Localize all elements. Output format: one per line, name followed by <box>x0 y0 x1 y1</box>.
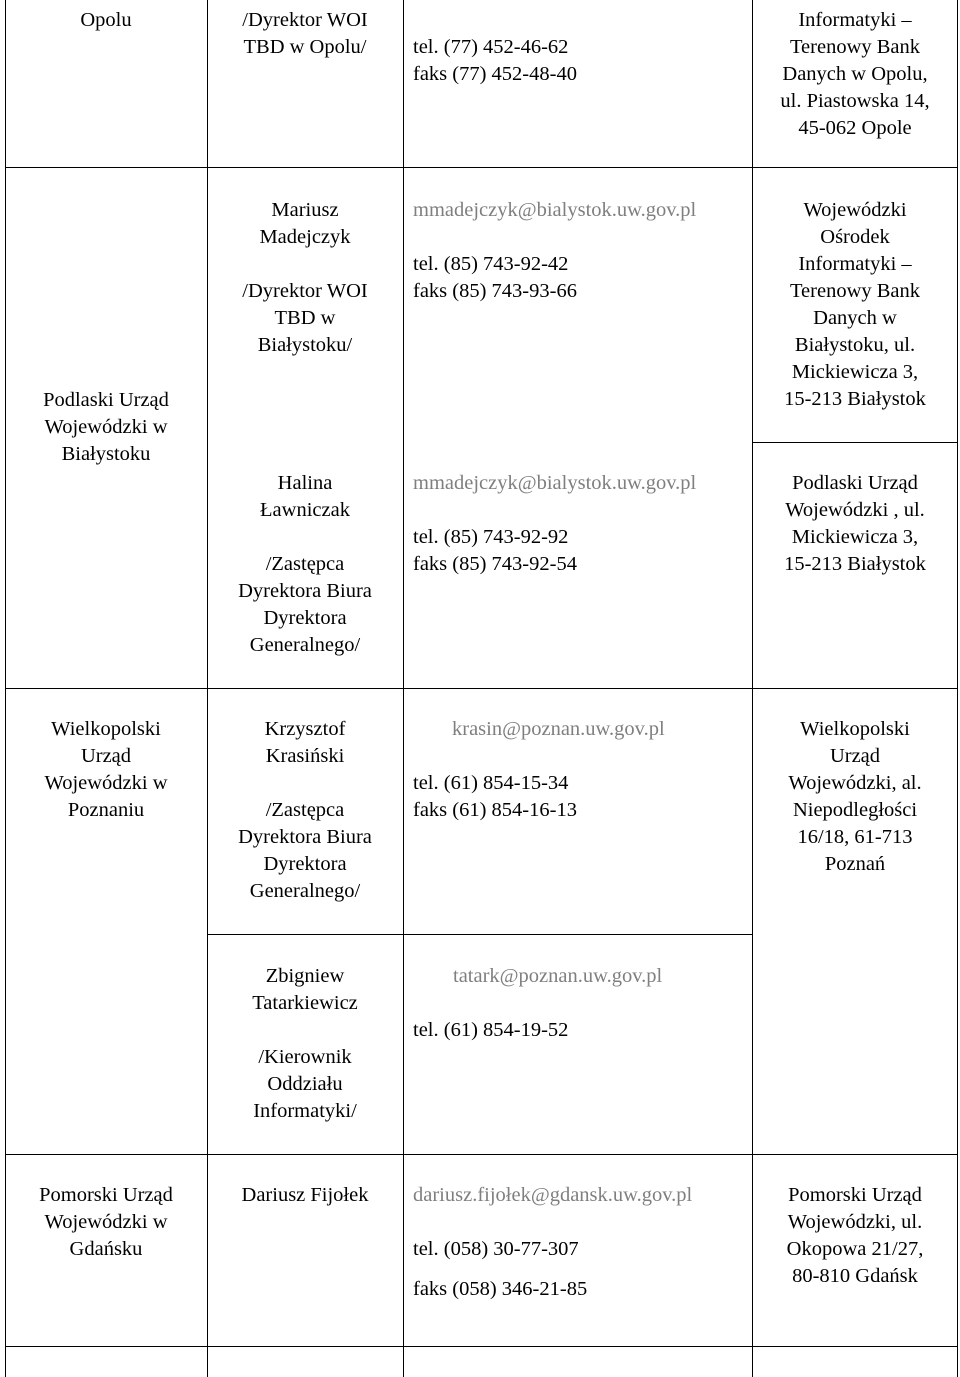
address-line: Mickiewicza 3, <box>791 361 919 383</box>
row-divider-3a <box>207 934 753 935</box>
address-line: 15-213 Białystok <box>784 388 926 410</box>
row-opole-contact <box>413 34 743 88</box>
address-line: Urząd <box>829 745 881 767</box>
phone-line: tel. (058) 30-77-307 <box>413 1238 579 1260</box>
address-line: Danych w Opolu, <box>782 63 928 85</box>
row-poznan-person-2 <box>207 963 403 1125</box>
address-line: ul. Piastowska 14, <box>780 90 930 112</box>
office-line: Pomorski Urząd <box>39 1184 173 1206</box>
address-line: Podlaski Urząd <box>792 472 918 494</box>
address-line: Mickiewicza 3, <box>791 526 919 548</box>
row-divider-2 <box>5 688 958 689</box>
address-line: Terenowy Bank <box>789 36 921 58</box>
person-role-line: Dyrektora <box>263 853 347 875</box>
row-divider-1 <box>5 167 958 168</box>
address-line: Wojewódzki, al. <box>788 772 922 794</box>
row-bialystok-person-2 <box>207 470 403 659</box>
person-name-line: Madejczyk <box>259 226 351 248</box>
row-bialystok-address-1 <box>752 197 958 413</box>
row-bialystok-contact-2 <box>413 470 749 578</box>
row-gdansk-office <box>5 1182 207 1263</box>
person-role-line: /Zastępca <box>265 553 345 575</box>
fax-line: faks (058) 346-21-85 <box>413 1278 588 1300</box>
row-opole-person <box>207 7 403 61</box>
row-bialystok-address-2 <box>752 470 958 578</box>
fax-line: faks (61) 854-16-13 <box>413 799 577 821</box>
person-role-line: /Dyrektor WOI <box>242 9 368 31</box>
person-name-line: Mariusz <box>271 199 339 221</box>
person-role-line: Oddziału <box>267 1073 343 1095</box>
row-bialystok-person-1 <box>207 197 403 359</box>
address-line: 45-062 Opole <box>798 117 912 139</box>
address-line: Niepodległości <box>792 799 918 821</box>
address-line: 16/18, 61-713 <box>797 826 913 848</box>
office-line: Gdańsku <box>69 1238 143 1260</box>
office-line: Białystoku <box>61 443 151 465</box>
row-poznan-address <box>752 716 958 878</box>
person-role-line: Generalnego/ <box>249 634 361 656</box>
row-gdansk-address <box>752 1182 958 1290</box>
person-role-line: /Zastępca <box>265 799 345 821</box>
address-line: Białystoku, ul. <box>794 334 916 356</box>
address-line: 80-810 Gdańsk <box>792 1265 918 1287</box>
row-bialystok-office <box>5 387 207 468</box>
address-line: Okopowa 21/27, <box>786 1238 924 1260</box>
row-divider-3 <box>5 1154 958 1155</box>
row-divider-4 <box>5 1346 958 1347</box>
phone-line: tel. (61) 854-15-34 <box>413 772 569 794</box>
person-name-line: Krasiński <box>265 745 345 767</box>
address-line: Pomorski Urząd <box>788 1184 922 1206</box>
person-role-line: /Kierownik <box>258 1046 352 1068</box>
office-line: Wojewódzki w <box>44 772 168 794</box>
row-bialystok-contact-1 <box>413 197 749 305</box>
row-poznan-contact-1 <box>413 716 749 824</box>
office-line: Urząd <box>80 745 132 767</box>
row-poznan-contact-2 <box>413 963 749 1044</box>
email-link[interactable]: dariusz.fijołek@gdansk.uw.gov.pl <box>413 1184 693 1206</box>
person-role-line: Generalnego/ <box>249 880 361 902</box>
person-name-line: Ławniczak <box>260 499 350 521</box>
office-line: Poznaniu <box>67 799 145 821</box>
address-line: Terenowy Bank <box>789 280 921 302</box>
fax-line: faks (77) 452-48-40 <box>413 63 577 85</box>
person-name-line: Krzysztof <box>264 718 346 740</box>
fax-line: faks (85) 743-92-54 <box>413 553 577 575</box>
address-line: Danych w <box>813 307 897 329</box>
person-role-line: Dyrektora Biura <box>238 580 372 602</box>
row-divider-2a <box>752 442 958 443</box>
fax-line: faks (85) 743-93-66 <box>413 280 577 302</box>
person-role-line: TBD w <box>274 307 336 329</box>
person-name-line: Zbigniew <box>265 965 345 987</box>
person-name-line: Dariusz Fijołek <box>241 1184 369 1206</box>
address-line: Informatyki – <box>798 9 912 31</box>
address-line: 15-213 Białystok <box>784 553 926 575</box>
person-role-line: Białystoku/ <box>257 334 353 356</box>
email-link[interactable]: mmadejczyk@bialystok.uw.gov.pl <box>413 472 697 494</box>
row-opole-office <box>5 7 207 34</box>
address-line: Wojewódzki <box>803 199 907 221</box>
address-line: Wojewódzki , ul. <box>785 499 925 521</box>
person-role-line: Informatyki/ <box>253 1100 357 1122</box>
email-link[interactable]: krasin@poznan.uw.gov.pl <box>452 718 665 740</box>
email-link[interactable]: mmadejczyk@bialystok.uw.gov.pl <box>413 199 697 221</box>
phone-line: tel. (85) 743-92-92 <box>413 526 569 548</box>
address-line: Ośrodek <box>820 226 890 248</box>
address-line: Wielkopolski <box>800 718 910 740</box>
person-role-line: /Dyrektor WOI <box>242 280 368 302</box>
office-line: Podlaski Urząd <box>43 389 169 411</box>
office-line: Wojewódzki w <box>44 416 168 438</box>
row-gdansk-person <box>207 1182 403 1209</box>
person-role-line: Dyrektora Biura <box>238 826 372 848</box>
person-name-line: Tatarkiewicz <box>252 992 358 1014</box>
person-name-line: Halina <box>277 472 333 494</box>
office-line: Wojewódzki w <box>44 1211 168 1233</box>
address-line: Wojewódzki, ul. <box>787 1211 923 1233</box>
email-link[interactable]: tatark@poznan.uw.gov.pl <box>453 965 663 987</box>
person-role-line: TBD w Opolu/ <box>243 36 367 58</box>
office-line: Wielkopolski <box>51 718 161 740</box>
row-gdansk-contact <box>413 1182 749 1303</box>
person-role-line: Dyrektora <box>263 607 347 629</box>
address-line: Poznań <box>824 853 886 875</box>
phone-line: tel. (85) 743-92-42 <box>413 253 569 275</box>
phone-line: tel. (61) 854-19-52 <box>413 1019 569 1041</box>
phone-line: tel. (77) 452-46-62 <box>413 36 569 58</box>
row-poznan-office <box>5 716 207 824</box>
row-poznan-person-1 <box>207 716 403 905</box>
address-line: Informatyki – <box>798 253 912 275</box>
office-line: Opolu <box>80 9 132 31</box>
row-opole-address <box>752 7 958 142</box>
